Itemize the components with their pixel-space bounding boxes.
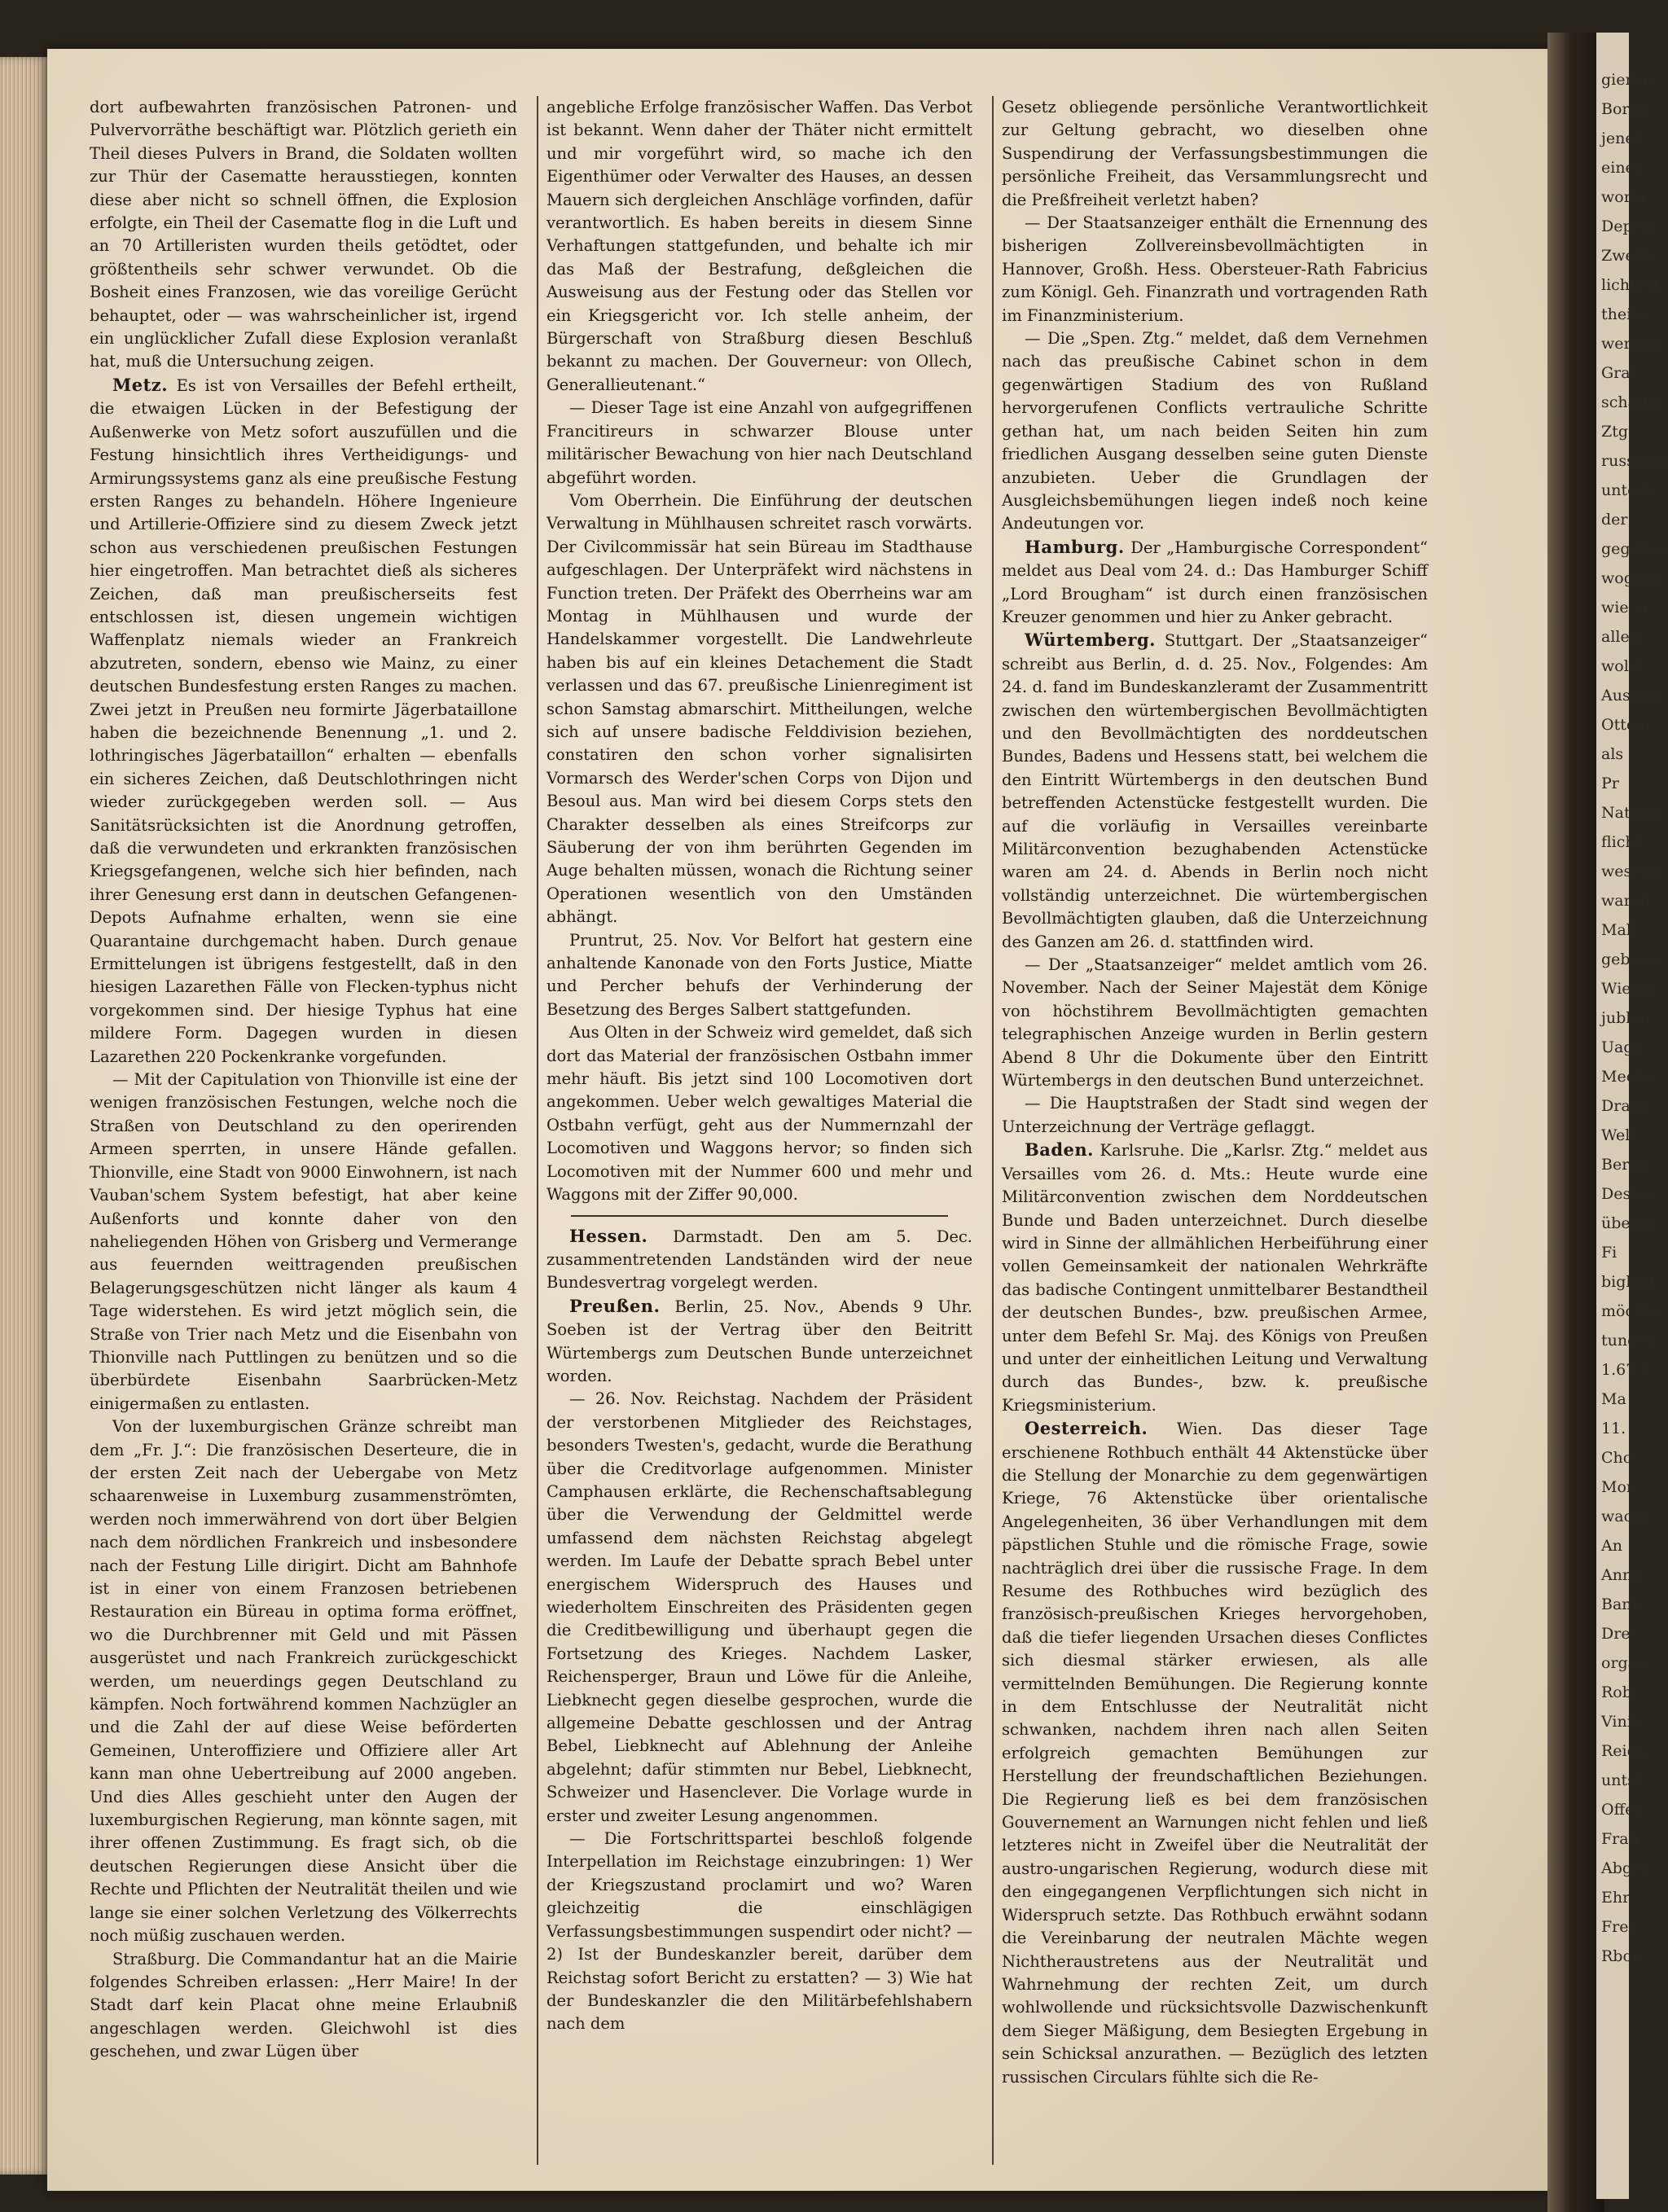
section-heading: Oesterreich. [1025,1418,1148,1439]
facing-page-word: Wiener [1601,980,1658,998]
paragraph-text: Pruntrut, 25. Nov. Vor Belfort hat gestern eine anhaltende Kanonade von den Forts Justice, Miatte und Percher behufs der Verhinderung der Besetzung des Berges Salbert stattgefunden. [546,930,972,1019]
facing-page-word: theilw [1601,305,1650,323]
facing-page-word: Pr [1601,775,1619,792]
paragraph-text: Stuttgart. Der „Staatsanzeiger“ schreibt aus Berlin, d. d. 25. Nov., Folgendes: Am 24. d. fand im Bundeskanzleramt der Zusammentritt zwischen den würtembergischen Bevollmächtigten und den Bevollmächtigten des norddeutschen Bundes, Badens und Hessens statt, bei welchem die den Eintritt Würtembergs in den deutschen Bund betreffenden Actenstücke festgestellt wurden. Die auf die vorläufig in Versailles vereinbarte Militärconvention bezughabenden Actenstücke waren am 24. d. Abends in Berlin noch nicht vollständig unterzeichnet. Die würtembergischen Bevollmächtigten glauben, daß die Unterzeichnung des Ganzen am 26. d. stattfinden wird. [1002,631,1428,951]
paragraph-text: Straßburg. Die Commandantur hat an die Mairie folgendes Schreiben erlassen: „Herr Maire! In der Stadt darf kein Placat ohne meine Erlaubniß angeschlagen werden. Gleichwohl ist dies geschehen, und zwar Lügen über [90,1949,517,2061]
article-paragraph [546,96,972,397]
article-paragraph [1002,212,1428,327]
article-paragraph [1002,96,1428,212]
article-paragraph [1002,536,1428,630]
facing-page-word: An [1601,1537,1622,1555]
article-paragraph [1002,954,1428,1092]
paragraph-text: — Dieser Tage ist eine Anzahl von aufgegriffenen Francitireurs in schwarzer Blouse unter militärischer Bewachung von hier nach Deutschland abgeführt worden. [546,398,972,487]
section-heading: Hessen. [569,1225,648,1246]
article-paragraph [90,374,517,1069]
facing-page-word: gegeben [1601,540,1668,558]
paragraph-text: Von der luxemburgischen Gränze schreibt man dem „Fr. J.“: Die französischen Deserteure, die in der ersten Zeit nach der Uebergabe von Metz schaarenweise in Luxemburg zusammenströmten, werden noch immerwährend von dort über Belgien nach dem nördlichen Frankreich und insbesondere nach der Festung Lille dirigirt. Dicht am Bahnhofe ist in einer von einem Franzosen betriebenen Restauration ein Büreau in optima forma eröffnet, wo die Durchbrenner mit Geld und mit Pässen ausgerüstet und nach Frankreich zurückgeschickt werden, um neuerdings gegen Deutschland zu kämpfen. Noch fortwährend kommen Nachzügler an und die Zahl der auf diese Weise beförderten Gemeinen, Unteroffiziere und Offiziere aller Art kann man ohne Uebertreibung auf 2000 angeben. Und dies Alles geschieht unter den Augen der luxemburgischen Regierung, man könnte sagen, mit ihrer offenen Zustimmung. Es fragt sich, ob die deutschen Regierungen diese Ansicht über die Rechte und Pflichten der Neutralität theilen und wie lange sie einer solchen Verletzung des Völkerrechts noch müßig zuschauen werden. [90,1417,517,1946]
facing-page-word: werden [1601,335,1661,353]
text-columns [81,96,1539,2165]
paragraph-text: — Die „Spen. Ztg.“ meldet, daß dem Vernehmen nach das preußische Cabinet schon in dem gegenwärtigen Stadium des von Rußland hervorgerufenen Conflicts vertrauliche Schritte gethan hat, um nach beiden Seiten hin zum friedlichen Ausgang desselben seine guten Dienste anzubieten. Ueber die Grundlagen der Ausgleichsbemühungen liegen indeß noch keine Andeutungen vor. [1002,329,1428,533]
paragraph-text: Karlsruhe. Die „Karlsr. Ztg.“ meldet aus Versailles vom 26. d. Mts.: Heute wurde eine Militärconvention zwischen dem Norddeutschen Bunde und Baden unterzeichnet. Durch dieselbe wird in Sinne der allmählichen Herbeiführung einer vollen Gemeinsamkeit der nationalen Wehrkräfte das badische Contingent unmittelbarer Bestandtheil der deutschen Bundes-, bzw. preußischen Armee, unter dem Befehl Sr. Maj. des Königs von Preußen und unter der einheitlichen Leitung und Verwaltung durch das Bundes-, bzw. k. preußische Kriegsministerium. [1002,1141,1428,1415]
facing-page-word: Uage [1601,1038,1643,1056]
facing-page-word: möchte [1601,1302,1660,1320]
facing-page-word: überm [1601,1214,1653,1232]
facing-page-word: Mon [1601,1478,1637,1496]
paragraph-text: — Die Fortschrittspartei beschloß folgende Interpellation im Reichstage einzubringen: 1) Wer der Kriegszustand proclamirt und wo? Waren gleichzeitig die einschlägigen Verfassungsbestimmungen suspendirt oder nicht? — 2) Ist der Bundeskanzler bereit, darüber dem Reichstag sofort Bericht zu erstatten? — 3) Wie hat der Bundeskanzler die den Militärbefehlshabern nach dem [546,1829,972,2034]
facing-page-word: einer [1601,159,1642,177]
facing-page-word: Nationo [1601,804,1664,822]
facing-page-word: Ottom [1601,716,1651,734]
facing-page-word: Mall [1601,921,1636,939]
facing-page-word: Borga [1601,100,1648,118]
facing-page-word: russisch [1601,452,1666,470]
section-heading: Hamburg. [1025,536,1125,557]
facing-page-word: Anna [1601,1566,1642,1584]
facing-page-word: Bank [1601,1595,1642,1613]
article-paragraph [90,1069,517,1415]
facing-page-word: organ [1601,1654,1648,1672]
article-paragraph [546,397,972,489]
article-paragraph [1002,1139,1428,1417]
article-paragraph [1002,1417,1428,2089]
facing-page-edge [1596,33,1668,2199]
facing-page-word: wogene [1601,569,1662,587]
article-paragraph [546,929,972,1022]
facing-page-word: gebene [1601,950,1659,968]
facing-page-word: Vinis [1601,1713,1640,1731]
facing-page-fragments [1596,33,1668,1971]
facing-page-word: Graf [1601,364,1636,382]
article-paragraph [90,1948,517,2064]
facing-page-word: 1.67 C [1601,1361,1653,1379]
facing-page-word: Welt [1601,1126,1636,1144]
facing-page-word: jubber [1601,1009,1653,1027]
facing-page-word: Ehr [1601,1889,1631,1907]
facing-page-word: Frei [1601,1918,1634,1936]
facing-page-word: jener [1601,129,1642,147]
section-heading: Preußen. [569,1295,661,1316]
article-paragraph [546,1828,972,2036]
facing-page-word: wie er [1601,599,1650,617]
facing-page-word: als [1601,745,1624,763]
facing-page-word: Zweife [1601,247,1655,265]
column-2 [537,96,981,2165]
paragraph-text: angebliche Erfolge französischer Waffen. Das Verbot ist bekannt. Wenn daher der Thäter nicht ermittelt und mir vorgeführt wird, so mache ich den Eigenthümer oder Verwalter des Hauses, an dessen Mauern sich dergleichen Anschläge vorfinden, dafür verantwortlich. Es haben bereits in diesem Sinne Verhaftungen stattgefunden, und behalte ich mir das Maß der Bestrafung, deßgleichen die Ausweisung aus der Festung oder das Stellen vor ein Kriegsgericht vor. Ich stelle anheim, der Bürgerschaft von Straßburg diesen Beschluß bekannt zu machen. Der Gouverneur: von Ollech, Generallieutenant.“ [546,98,972,394]
article-paragraph [90,96,517,374]
paragraph-text: Vom Oberrhein. Die Einführung der deutschen Verwaltung in Mühlhausen schreitet rasch vorwärts. Der Civilcommissär hat sein Büreau im Stadthause aufgeschlagen. Der Unterpräfekt wird nächstens in Function treten. Der Präfekt des Oberrheins war am Montag in Mühlhausen und wurde der Handelskammer vorgestellt. Die Landwehrleute haben bis auf ein kleines Detachement die Stadt verlassen und das 67. preußische Linienregiment ist schon Samstag abmarschirt. Mittheilungen, welche sich auf unsere badische Felddivision beziehen, constatiren den schon vorher signalisirten Vormarsch des Werder'schen Corps von Dijon und Besoul aus. Man wird bei diesem Corps stets den Charakter desselben als eines Streifcorps zur Säuberung der von ihm berührten Gegenden im Auge behalten müssen, wonach die Richtung seiner Operationen wesentlich von den Umständen abhängt. [546,490,972,927]
facing-page-word: Abges [1601,1859,1650,1877]
facing-page-word: unterw [1601,481,1657,499]
facing-page-word: Fran [1601,1830,1639,1848]
article-paragraph [546,489,972,929]
section-divider [571,1215,948,1217]
article-paragraph [546,1021,972,1206]
paragraph-text: Wien. Das dieser Tage erschienene Rothbuch enthält 44 Aktenstücke über die Stellung der Monarchie zu dem gegenwärtigen Kriege, 76 Aktenstücke über orientalische Angelegenheiten, 36 über Verhandlungen mit dem päpstlichen Stuhle und die römische Frage, sowie nachträglich drei über die russische Frage. In dem Resume des Rothbuches wird bezüglich des französisch-preußischen Krieges hervorgehoben, daß die tiefer liegenden Ursachen dieses Conflictes sich diesmal stärker erwiesen, als alle vermittelnden Bemühungen. Die Regierung konnte in dem Entschlusse der Neutralität nicht schwanken, nachdem ihren nach allen Seiten erfolgreich gemachten Bemühungen zur Herstellung der freundschaftlichen Beziehungen. Die Regierung ließ es bei dem französischen Gouvernement an Warnungen nicht fehlen und ließ letzteres nicht in Zweifel über die Neutralität der austro-ungarischen Regierung, wodurch diese mit den eingegangenen Verpflichtungen sich nicht in Widerspruch setzte. Das Rothbuch erwähnt sodann die Vereinbarung der neutralen Mächte wegen Nichtheraustretens aus der Neutralität und Wahrnehmung der rechten Zeit, um durch wohlwollende und rücksichtsvolle Dazwischenkunft dem Sieger Mäßigung, dem Besiegten Ergebung in sein Schicksal anzurathen. — Bezüglich des letzten russischen Circulars fühlte sich die Re- [1002,1420,1428,2087]
paragraph-text: — Mit der Capitulation von Thionville ist eine der wenigen französischen Festungen, welche noch die Straßen von Deutschland zu den operirenden Armeen sperrten, in unsere Hände gefallen. Thionville, eine Stadt von 9000 Einwohnern, ist nach Vauban'schem System befestigt, hat aber keine Außenforts und konnte daher von den naheliegenden Höhen von Grisberg und Vermerange aus feuernden weittragenden preußischen Belagerungsgeschützen nicht länger als kaum 4 Tage widerstehen. Es wird jetzt möglich sein, die Straße von Trier nach Metz und die Eisenbahn von Thionville nach Puttlingen zu benützen und so die überbürdete Eisenbahn Saarbrücken-Metz einigermaßen zu entlasten. [90,1070,517,1413]
section-heading: Baden. [1025,1139,1094,1161]
facing-page-word: 11. [1601,1420,1626,1437]
facing-page-word: bigkeit [1601,1273,1656,1291]
section-heading: Metz. [112,374,169,395]
section-heading: Würtemberg. [1025,630,1156,651]
facing-page-word: Drang [1601,1097,1651,1115]
article-paragraph [546,1225,972,1295]
facing-page-word: Ausführ [1601,687,1664,704]
paragraph-text: Es ist von Versailles der Befehl ertheilt, die etwaigen Lücken in der Befestigung der Außenwerke von Metz sofort auszufüllen und die Festung hinsichtlich ihres Vertheidigungs- und Armirungssystems ganz als eine preußische Festung ersten Ranges zu behandeln. Höhere Ingenieure und Artillerie-Offiziere sind zu diesem Zweck jetzt schon aus verschiedenen preußischen Festungen hier eingetroffen. Man betrachtet dieß als sicheres Zeichen, daß man preußischerseits fest entschlossen ist, diesen ungemein wichtigen Waffenplatz niemals wieder an Frankreich abzutreten, sondern, ebenso wie Mainz, zu einer deutschen Bundesfestung ersten Ranges zu machen. Zwei jetzt in Preußen neu formirte Jägerbataillone haben die bezeichnende Benennung „1. und 2. lothringisches Jägerbataillon“ erhalten — ebenfalls ein sicheres Zeichen, daß Deutschlothringen nicht wieder zurückgegeben werden soll. — Aus Sanitätsrücksichten ist die Anordnung getroffen, daß die verwundeten und erkrankten französischen Kriegsgefangenen, welche sich hier befinden, nach ihrer Genesung erst dann in deutschen Gefangenen-Depots Aufnahme erhalten, wenn sie eine Quarantaine durchgemacht haben. Durch genaue Ermittelungen ist übrigens festgestellt, daß in den hiesigen Lazarethen Fälle von Flecken-typhus nicht vorgekommen sind. Der hiesige Typhus hat eine mildere Form. Dagegen wurden in diesen Lazarethen 220 Pockenkranke vorgefunden. [90,375,517,1066]
facing-page-word: wolst [1601,657,1644,675]
facing-page-word: gierun [1601,71,1653,89]
paragraph-text: — 26. Nov. Reichstag. Nachdem der Präsident der verstorbenen Mitglieder des Reichstages, besonders Twesten's, gedacht, wurde die Berathung über die Creditvorlage aufgenommen. Minister Camphausen erklärte, die Rechenschaftsablegung über die Verwendung der Geldmittel werde umfassend dem nächsten Reichstag abgelegt werden. Im Laufe der Debatte sprach Bebel unter energischem Widerspruch des Hauses und wiederholtem Einschreiten des Präsidenten gegen die Creditbewilligung und überhaupt gegen die Fortsetzung des Krieges. Nachdem Lasker, Reichensperger, Braun und Löwe für die Anleihe, Liebknecht gegen dieselbe gesprochen, wurde die allgemeine Debatte geschlossen und der Antrag Bebel, Liebknecht auf Ablehnung der Anleihe abgelehnt; dafür stimmten nur Bebel, Liebknecht, Schweizer und Hasenclever. Die Vorlage wurde in erster und zweiter Lesung angenommen. [546,1389,972,1825]
article-paragraph [1002,629,1428,954]
article-paragraph [546,1295,972,1389]
facing-page-word: Offen [1601,1801,1644,1819]
facing-page-word: tungen [1601,1332,1657,1350]
facing-page-word: Fi [1601,1244,1618,1262]
facing-page-word: flicht [1601,833,1642,851]
facing-page-word: Ma [1601,1390,1626,1408]
facing-page-word: wachs [1601,1508,1651,1525]
facing-page-word: Berlin [1601,1156,1649,1174]
facing-page-word: waren [1601,892,1651,910]
facing-page-word: Ztg. [1601,423,1634,441]
facing-page-word: worlä [1601,188,1646,206]
paragraph-text: Der „Hamburgische Correspondent“ meldet aus Deal vom 24. d.: Das Hamburger Schiff „Lord Brougham“ ist durch einen französischen Kreuzer genommen und hier zu Anker gebracht. [1002,538,1429,626]
facing-page-word: untst [1601,1771,1642,1789]
facing-page-word: schaftsr [1601,393,1665,411]
book-page-edges [0,57,50,2175]
paragraph-text: — Die Hauptstraßen der Stadt sind wegen der Unterzeichnung der Verträge geflaggt. [1002,1094,1428,1136]
facing-page-word: Cho [1601,1449,1633,1467]
facing-page-word: lichkeit [1601,276,1660,294]
facing-page-word: Dester [1601,1185,1654,1203]
facing-page-word: Depesi [1601,217,1655,235]
paragraph-text: — Der „Staatsanzeiger“ meldet amtlich vom 26. November. Nach der Seiner Majestät dem Könige von höchstihrem Bevollmächtigten gemachten telegraphischen Anzeige wurden in Berlin gestern Abend 8 Uhr die Dokumente über den Eintritt Würtembergs in den deutschen Bund unterzeichnet. [1002,955,1428,1091]
paragraph-text: Gesetz obliegende persönliche Verantwortlichkeit zur Geltung gebracht, wo dieselben ohne Suspendirung der Verfassungsbestimmungen die persönliche Freiheit, das Versammlungsrecht und die Preßfreiheit verletzt haben? [1002,98,1428,209]
article-paragraph [90,1415,517,1947]
facing-page-word: Robi [1601,1683,1637,1701]
facing-page-word: Dres [1601,1625,1639,1643]
article-paragraph [1002,1092,1428,1139]
column-1 [81,96,525,2165]
facing-page-word: wesenh [1601,862,1661,880]
paragraph-text: — Der Staatsanzeiger enthält die Ernennung des bisherigen Zollvereinsbevollmächtigten in Hannover, Großh. Hess. Obersteuer-Rath Fabricius zum Königl. Geh. Finanzrath und vortragenden Rath im Finanzministerium. [1002,213,1428,325]
article-paragraph [546,1388,972,1828]
facing-page-word: allein [1601,628,1645,646]
facing-page-word: Rbon [1601,1947,1643,1965]
facing-page-word: Reich [1601,1742,1646,1760]
paragraph-text: Aus Olten in der Schweiz wird gemeldet, daß sich dort das Material der französischen Ostbahn immer mehr häuft. Bis jetzt sind 100 Locomotiven dort angekommen. Ueber welch gewaltiges Material die Ostbahn verfügt, geht aus der Nummernzahl der Locomotiven und Waggons hervor; so finden sich Locomotiven mit der Nummer 600 und mehr und Waggons mit der Ziffer 90,000. [546,1023,972,1205]
column-3 [992,96,1436,2165]
facing-page-word: Meere [1601,1068,1653,1086]
facing-page-word: der [1601,511,1628,529]
paragraph-text: Darmstadt. Den am 5. Dec. zusammentretenden Landständen wird der neue Bundesvertrag vorgelegt werden. [546,1227,972,1293]
paragraph-text: dort aufbewahrten französischen Patronen- und Pulvervorräthe beschäftigt war. Plötzlich gerieth ein Theil dieses Pulvers in Brand, die Soldaten wollten zur Thür der Casematte herausstiegen, konnten diese aber nicht so schnell öffnen, die Explosion erfolgte, ein Theil der Casematte flog in die Luft und an 70 Artilleristen wurden theils getödtet, oder größtentheils sehr schwer verwundet. Ob die Bosheit eines Franzosen, wie das voreilige Gerücht behauptet, oder — was wahrscheinlicher ist, irgend ein unglücklicher Zufall diese Explosion veranlaßt hat, muß die Untersuchung zeigen. [90,98,517,371]
article-paragraph [1002,327,1428,536]
paragraph-text: Berlin, 25. Nov., Abends 9 Uhr. Soeben ist der Vertrag über den Beitritt Würtembergs zum Deutschen Bunde unterzeichnet worden. [546,1297,972,1385]
